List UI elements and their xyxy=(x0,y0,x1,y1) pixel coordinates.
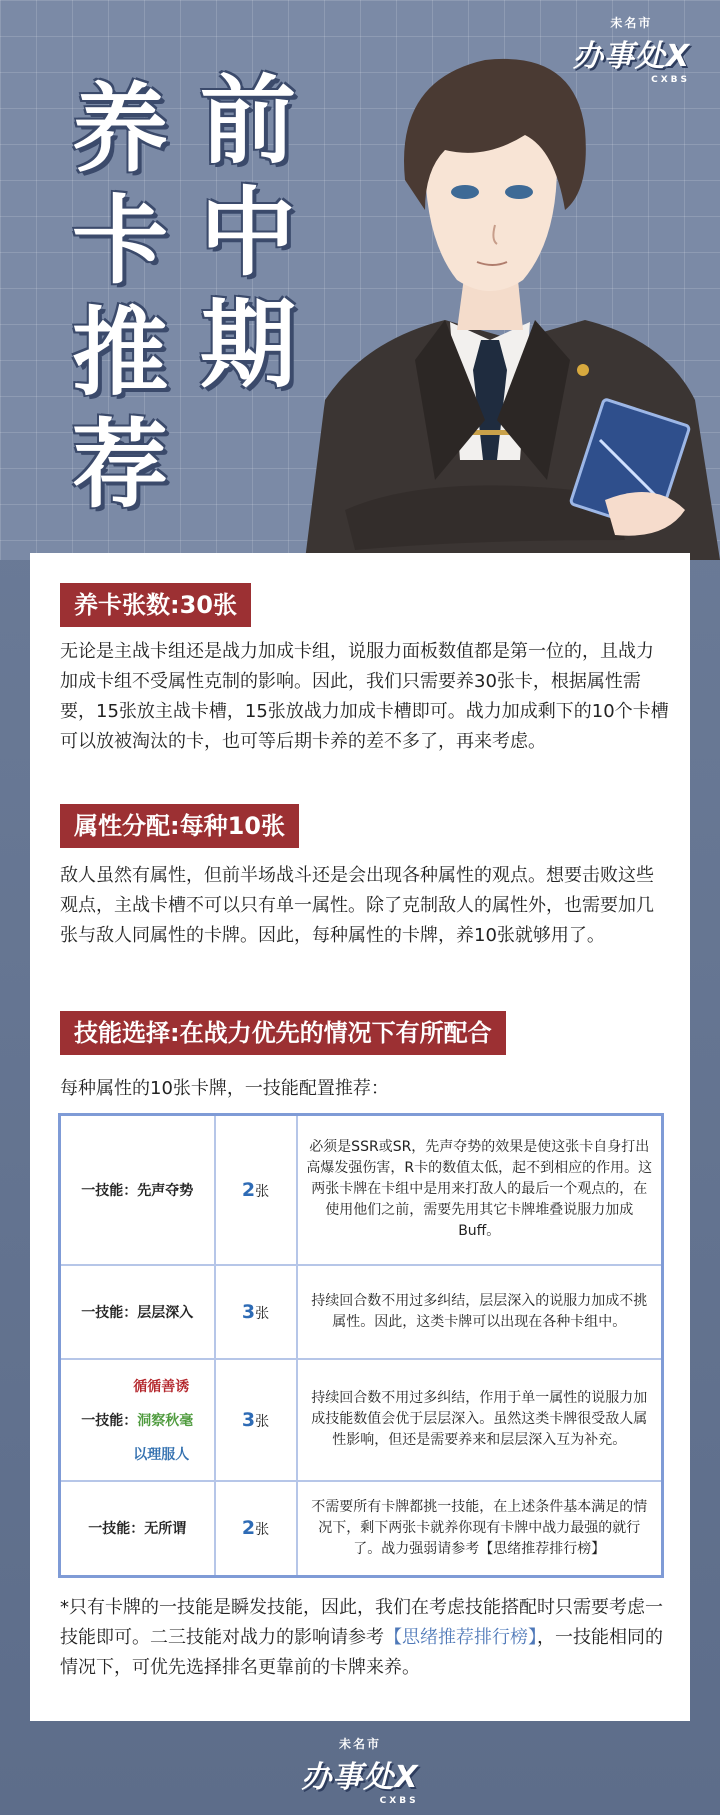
skill-name-multi xyxy=(60,1359,215,1481)
skill-option: 循循善诱 xyxy=(133,1378,190,1395)
skill-count xyxy=(215,1115,297,1265)
table-row xyxy=(60,1265,663,1359)
title-char: 卡 xyxy=(72,185,168,297)
footnote xyxy=(60,1593,670,1683)
skill-table xyxy=(58,1113,664,1578)
logo-main-text: 办事处X xyxy=(301,1760,419,1795)
footnote-text: *只有卡牌的一技能是瞬发技能，因此，我们在考虑技能搭配时只需要考虑一技能即可。二三技能对战力的影响请参考 xyxy=(60,1597,663,1648)
section-heading-card-count: 养卡张数:30张 xyxy=(60,583,251,627)
logo-small-text: 未名市 xyxy=(610,16,653,30)
title-column-right xyxy=(200,65,296,401)
skill-option: 以理服人 xyxy=(133,1446,190,1463)
skill-count xyxy=(215,1265,297,1359)
skill-option: 洞察秋毫 xyxy=(137,1412,194,1429)
count-number: 2 xyxy=(241,1517,256,1540)
skill-count xyxy=(215,1481,297,1577)
table-row xyxy=(60,1481,663,1577)
section-heading-attribute: 属性分配:每种10张 xyxy=(60,804,299,848)
logo-tiny-text: CXBS xyxy=(379,1796,419,1806)
count-unit: 张 xyxy=(255,1522,270,1539)
count-unit: 张 xyxy=(255,1305,270,1322)
skill-intro: 每种属性的10张卡牌，一技能配置推荐： xyxy=(60,1078,389,1099)
skill-description: 必须是SSR或SR，先声夺势的效果是使这张卡自身打出高爆发强伤害，R卡的数值太低，起不到相应的作用。这两张卡牌在卡组中是用来打敌人的最后一个观点的，在使用他们之前，需要先用其它卡牌堆叠说服力加成Buff。 xyxy=(297,1115,663,1265)
count-number: 3 xyxy=(241,1408,256,1431)
skill-description: 不需要所有卡牌都挑一技能，在上述条件基本满足的情况下，剩下两张卡就养你现有卡牌中战力最强的就行了。战力强弱请参考【思绪推荐排行榜】 xyxy=(297,1481,663,1577)
character-illustration xyxy=(285,40,720,560)
skill-prefix: 一技能： xyxy=(81,1412,138,1429)
skill-description: 持续回合数不用过多纠结，层层深入的说服力加成不挑属性。因此，这类卡牌可以出现在各种卡组中。 xyxy=(297,1265,663,1359)
title-char: 前 xyxy=(200,65,296,177)
count-number: 2 xyxy=(241,1178,256,1201)
skill-description: 持续回合数不用过多纠结，作用于单一属性的说服力加成技能数值会优于层层深入。虽然这类卡牌很受敌人属性影响，但还是需要养来和层层深入互为补充。 xyxy=(297,1359,663,1481)
skill-name: 一技能：先声夺势 xyxy=(60,1115,215,1265)
logo-main-text: 办事处X xyxy=(572,39,690,74)
count-unit: 张 xyxy=(255,1183,270,1200)
brand-logo-footer xyxy=(301,1735,418,1806)
table-row xyxy=(60,1359,663,1481)
table-row xyxy=(60,1115,663,1265)
skill-count xyxy=(215,1359,297,1481)
skill-name: 一技能：无所谓 xyxy=(60,1481,215,1577)
section-text-card-count: 无论是主战卡组还是战力加成卡组，说服力面板数值都是第一位的，且战力加成卡组不受属性克制的影响。因此，我们只需要养30张卡，根据属性需要，15张放主战卡槽，15张放战力加成卡槽即可。战力加成剩下的10个卡槽可以放被淘汰的卡，也可等后期卡养的差不多了，再来考虑。 xyxy=(60,641,669,752)
section-heading-skill: 技能选择:在战力优先的情况下有所配合 xyxy=(60,1011,506,1055)
logo-tiny-text: CXBS xyxy=(651,75,690,85)
title-char: 中 xyxy=(200,177,296,289)
title-char: 养 xyxy=(72,73,168,185)
title-char: 推 xyxy=(72,297,168,409)
section-text-attribute: 敌人虽然有属性，但前半场战斗还是会出现各种属性的观点。想要击败这些观点，主战卡槽不可以只有单一属性。除了克制敌人的属性外，也需要加几张与敌人同属性的卡牌。因此，每种属性的卡牌，养10张就够用了。 xyxy=(60,865,654,946)
count-unit: 张 xyxy=(255,1413,270,1430)
title-char: 荐 xyxy=(72,409,168,521)
content-panel xyxy=(30,553,690,1721)
footnote-text-end: ，一技能相同的情况下，可优先选择排名更靠前的卡牌来养。 xyxy=(60,1627,663,1678)
logo-small-text: 未名市 xyxy=(338,1737,382,1751)
title-column-left xyxy=(72,73,168,521)
ranking-link[interactable]: 【思绪推荐排行榜】 xyxy=(384,1627,537,1648)
skill-name: 一技能：层层深入 xyxy=(60,1265,215,1359)
count-number: 3 xyxy=(241,1300,256,1323)
title-char: 期 xyxy=(200,289,296,401)
